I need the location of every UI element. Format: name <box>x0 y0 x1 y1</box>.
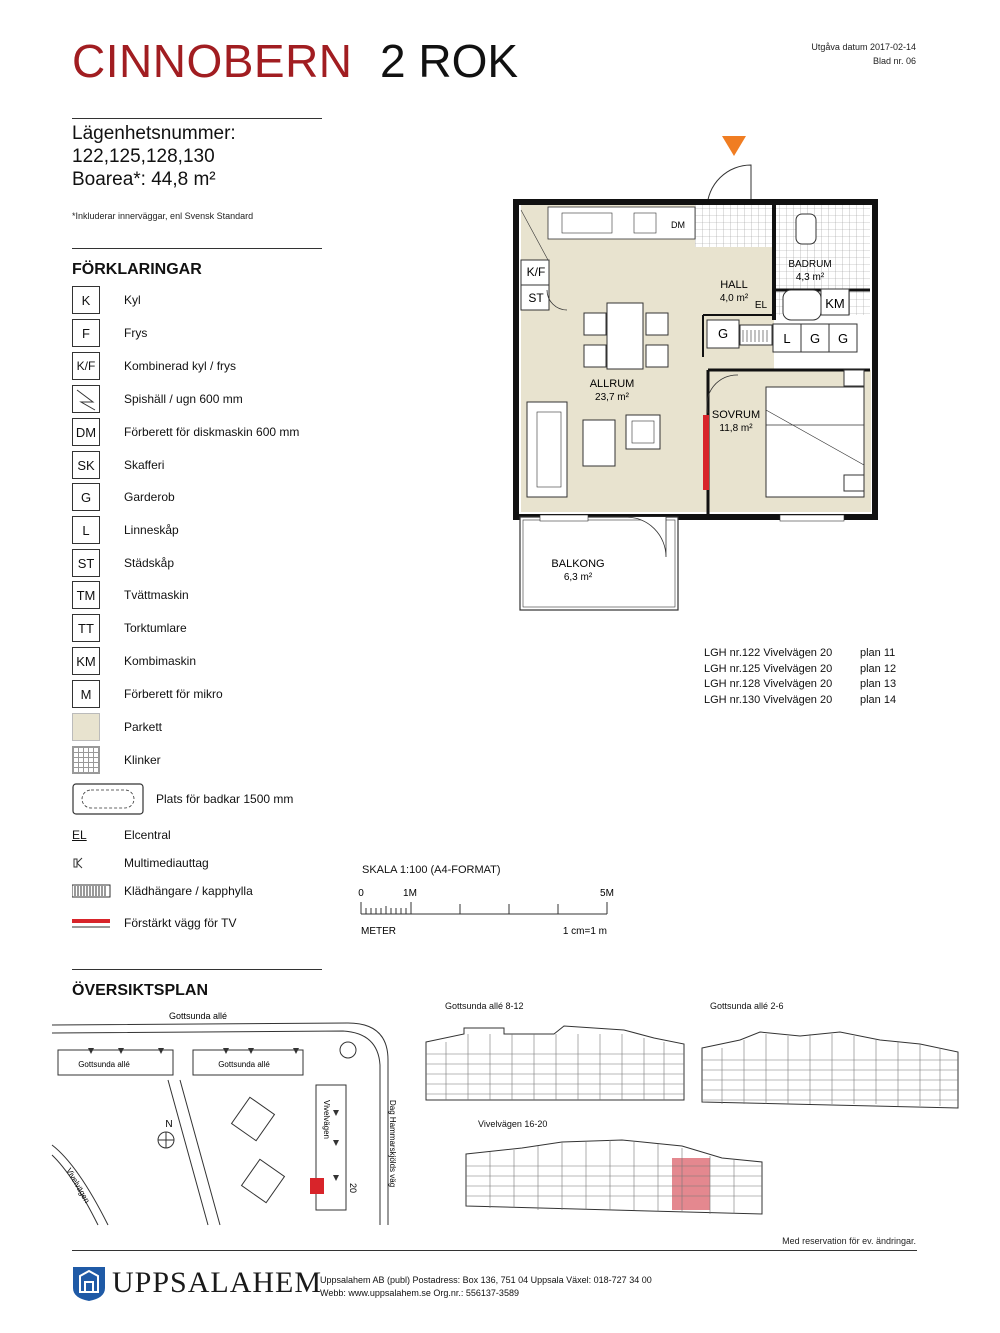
legend-symbol: K/F <box>72 352 100 380</box>
block-title: Gottsunda allé 2-6 <box>710 1001 784 1011</box>
legend-label: Tvättmaskin <box>124 588 189 602</box>
contact-line: Webb: www.uppsalahem.se Org.nr.: 556137-3589 <box>320 1288 519 1298</box>
legend-item <box>72 482 175 512</box>
road-label: Vivelvägen <box>64 1166 92 1205</box>
legend-item <box>72 515 179 545</box>
scale-ratio: 1 cm=1 m <box>562 926 607 937</box>
legend-symbol: M <box>72 680 100 708</box>
label-g: G <box>837 331 849 346</box>
room-badrum: BADRUM <box>788 259 832 270</box>
legend-label: Garderob <box>124 490 175 504</box>
room-balkong: BALKONG <box>551 558 605 570</box>
flat-address: LGH nr.130 Vivelvägen 20 <box>704 693 833 706</box>
legend-label: Kombinerad kyl / frys <box>124 359 237 373</box>
north-label: N <box>165 1119 173 1130</box>
label-km: KM <box>825 296 845 311</box>
legend-item <box>72 848 209 878</box>
contact-info <box>320 1274 652 1300</box>
flat-floor: plan 13 <box>860 678 897 690</box>
room-badrum-area: 4,3 m² <box>795 272 825 283</box>
legend-item <box>72 613 187 643</box>
site-map <box>48 1005 408 1230</box>
stove-icon <box>72 385 100 413</box>
legend-item <box>72 417 300 447</box>
contact-line: Uppsalahem AB (publ) Postadress: Box 136, 751 04 Uppsala Växel: 018-727 34 00 <box>320 1275 652 1285</box>
room-allrum: ALLRUM <box>589 378 635 390</box>
divider <box>72 1250 917 1251</box>
legend-label: Klinker <box>124 753 161 767</box>
flat-address: LGH nr.128 Vivelvägen 20 <box>704 678 833 690</box>
tile-swatch <box>72 746 100 774</box>
label-st: ST <box>528 291 544 305</box>
legend-symbol: G <box>72 483 100 511</box>
apartment-numbers: 122,125,128,130 <box>72 146 215 167</box>
divider <box>72 248 322 249</box>
legend-item <box>72 712 163 742</box>
company-logo: UPPSALAHEM <box>112 1266 323 1299</box>
legend-label: Frys <box>124 326 148 340</box>
scale-title: SKALA 1:100 (A4-FORMAT) <box>362 864 501 876</box>
tv-wall-marker <box>703 415 709 490</box>
flat-row <box>704 677 896 693</box>
legend-label: Plats för badkar 1500 mm <box>156 792 294 806</box>
scale-tick-1: 1M <box>403 888 417 899</box>
media-outlet-icon <box>72 853 100 873</box>
divider <box>72 969 322 970</box>
sheet-number: Blad nr. 06 <box>872 56 916 66</box>
block-title: Vivelvägen 16-20 <box>478 1119 548 1129</box>
block-view-vivelvagen-16-20 <box>462 1136 768 1218</box>
road-label: Dag Hammarskjölds väg <box>388 1100 397 1188</box>
legend-label: Förberett för diskmaskin 600 mm <box>124 425 300 439</box>
legend-item <box>72 908 237 938</box>
flat-floor: plan 11 <box>860 647 896 659</box>
legend-item <box>72 820 171 850</box>
electrical-icon: EL <box>72 828 87 842</box>
legend-label: Förstärkt vägg för TV <box>124 916 237 930</box>
block-title: Gottsunda allé 8-12 <box>445 1001 524 1011</box>
room-balkong-area: 6,3 m² <box>563 572 593 583</box>
legend-item <box>72 285 141 315</box>
legend-label: Klädhängare / kapphylla <box>124 884 253 898</box>
overview-heading: ÖVERSIKTSPLAN <box>72 982 209 999</box>
living-area: Boarea*: 44,8 m² <box>72 169 216 190</box>
parquet-swatch <box>72 713 100 741</box>
label-g: G <box>809 331 821 346</box>
tv-wall-icon <box>72 916 112 930</box>
legend-heading: FÖRKLARINGAR <box>72 261 202 278</box>
flat-row <box>704 662 896 678</box>
number-label: Lägenhetsnummer: <box>72 123 236 144</box>
label-el: EL <box>754 300 768 311</box>
legend-symbol: F <box>72 319 100 347</box>
entrance-arrow-icon <box>722 136 746 156</box>
legend-symbol: L <box>72 516 100 544</box>
scale-tick-5: 5M <box>600 888 614 899</box>
legend-label: Linneskåp <box>124 523 179 537</box>
coat-rack-icon <box>72 881 112 901</box>
room-allrum-area: 23,7 m² <box>595 392 629 403</box>
room-sovrum: SOVRUM <box>711 409 761 421</box>
bathtub-icon <box>72 783 144 815</box>
legend-label: Skafferi <box>124 458 165 472</box>
legend-symbol: KM <box>72 647 100 675</box>
room-sovrum-area: 11,8 m² <box>719 423 753 434</box>
issue-date: Utgåva datum 2017-02-14 <box>811 42 916 52</box>
flat-row <box>704 646 896 662</box>
legend-label: Kyl <box>124 293 141 307</box>
label-kf: K/F <box>526 265 546 279</box>
legend-label: Städskåp <box>124 556 175 570</box>
uppsalahem-logo-icon <box>72 1266 106 1302</box>
legend-symbol: ST <box>72 549 100 577</box>
issue-info <box>811 40 916 68</box>
label-g: G <box>717 326 729 341</box>
road-label: Gottsunda allé <box>168 1011 228 1021</box>
legend-symbol: DM <box>72 418 100 446</box>
label-dm: DM <box>671 220 685 230</box>
legend-label: Förberett för mikro <box>124 687 223 701</box>
flat-row <box>704 693 896 709</box>
legend-label: Multimediauttag <box>124 856 209 870</box>
legend-label: Parkett <box>124 720 163 734</box>
legend-item <box>72 784 294 814</box>
legend-item <box>72 580 189 610</box>
legend-item <box>72 876 253 906</box>
building-label: Gottsunda allé <box>218 1060 270 1069</box>
divider <box>72 118 322 119</box>
flat-floor: plan 12 <box>860 662 897 675</box>
building-label: Gottsunda allé <box>78 1060 130 1069</box>
room-hall-area: 4,0 m² <box>719 293 749 304</box>
legend-item <box>72 548 175 578</box>
legend-symbol: TM <box>72 581 100 609</box>
room-hall: HALL <box>720 279 748 291</box>
legend-label: Kombimaskin <box>124 654 197 668</box>
legend-item <box>72 384 243 414</box>
floor-plan <box>500 125 900 625</box>
scale-unit: METER <box>361 926 396 937</box>
legend-label: Spishäll / ugn 600 mm <box>124 392 243 406</box>
legend-label: Torktumlare <box>124 621 187 635</box>
legend-item <box>72 450 165 480</box>
flat-address: LGH nr.122 Vivelvägen 20 <box>704 647 833 659</box>
legend-item <box>72 318 148 348</box>
reservation-note: Med reservation för ev. ändringar. <box>782 1236 916 1246</box>
flat-address: LGH nr.125 Vivelvägen 20 <box>704 662 833 675</box>
flat-floor: plan 14 <box>860 693 897 706</box>
apartment-type: 2 ROK <box>380 35 519 87</box>
flat-list <box>704 646 896 708</box>
footnote: *Inkluderar innerväggar, enl Svensk Standard <box>72 211 254 221</box>
legend-symbol: K <box>72 286 100 314</box>
scale-bar <box>355 882 625 942</box>
apartment-info <box>72 122 236 191</box>
building-number: 20 <box>348 1183 358 1194</box>
project-title: CINNOBERN <box>72 35 353 87</box>
legend-item <box>72 351 237 381</box>
block-view-gottsunda-2-6 <box>700 1020 962 1110</box>
label-l: L <box>783 331 791 346</box>
block-view-gottsunda-8-12 <box>424 1020 686 1102</box>
legend-symbol: TT <box>72 614 100 642</box>
legend-label: Elcentral <box>124 828 171 842</box>
legend-item <box>72 646 197 676</box>
legend-item <box>72 679 223 709</box>
road-label: Vivelvägen <box>322 1100 331 1139</box>
scale-tick-0: 0 <box>358 888 364 899</box>
legend-symbol: SK <box>72 451 100 479</box>
legend-item <box>72 745 161 775</box>
